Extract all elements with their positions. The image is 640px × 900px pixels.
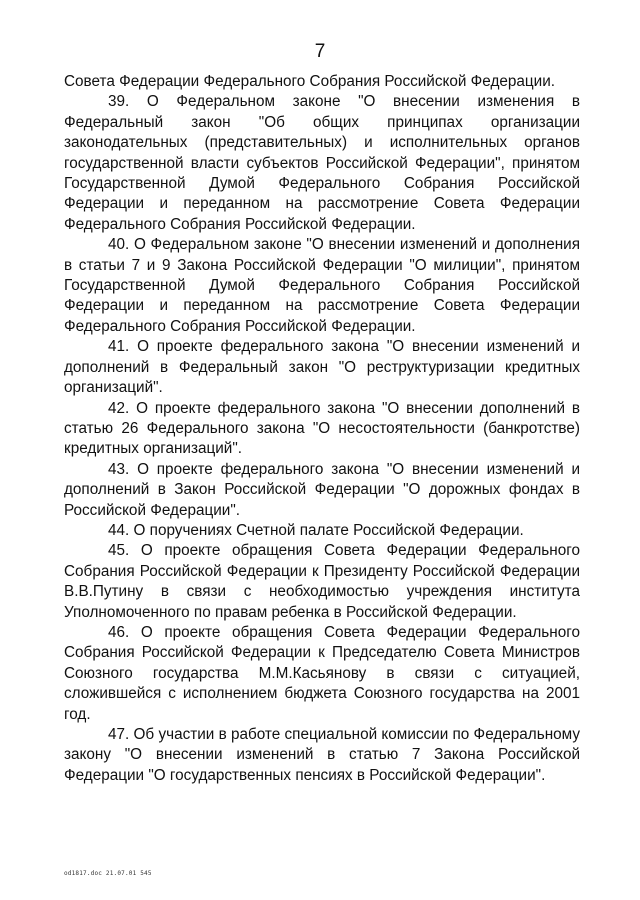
agenda-item-39: 39. О Федеральном законе "О внесении изменения в Федеральный закон "Об общих принципах организации законодательных (представительных) и исполнительных органов государственной власти субъектов Российской Федерации", принятом Государственной Думой Федерального Собрания Российской Федерации и переданном на рассмотрение Совета Федерации Федерального Собрания Российской Федерации.	[64, 93, 580, 233]
agenda-item-46: 46. О проекте обращения Совета Федерации Федерального Собрания Российской Федерации к Председателю Совета Министров Союзного государства М.М.Касьянову в связи с ситуацией, сложившейся с исполнением бюджета Союзного государства на 2001 год.	[64, 623, 580, 723]
agenda-item-41: 41. О проекте федерального закона "О внесении изменений и дополнений в Федеральный закон "О реструктуризации кредитных организаций".	[64, 338, 580, 397]
agenda-item-47: 47. Об участии в работе специальной комиссии по Федеральному закону "О внесении изменений в статью 7 Закона Российской Федерации "О государственных пенсиях в Российской Федерации".	[64, 726, 580, 784]
agenda-item-42: 42. О проекте федерального закона "О внесении дополнений в статью 26 Федерального закона "О несостоятельности (банкротстве) кредитных организаций".	[64, 399, 580, 458]
agenda-item-44: 44. О поручениях Счетной палате Российской Федерации.	[108, 521, 524, 539]
agenda-list	[64, 72, 580, 786]
page-number: 7	[314, 41, 326, 62]
agenda-item-40: 40. О Федеральном законе "О внесении изменений и дополнения в статьи 7 и 9 Закона Российской Федерации "О милиции", принятом Государственной Думой Федерального Собрания Российской Федерации и переданном на рассмотрение Совета Федерации Федерального Собрания Российской Федерации.	[64, 236, 580, 335]
agenda-item-43: 43. О проекте федерального закона "О внесении изменений и дополнений в Закон Российской Федерации "О дорожных фондах в Российской Федерации".	[64, 460, 580, 519]
continuation-paragraph: Совета Федерации Федерального Собрания Российской Федерации.	[64, 73, 555, 90]
agenda-item-45: 45. О проекте обращения Совета Федерации Федерального Собрания Российской Федерации к Президенту Российской Федерации В.В.Путину в связи с необходимостью учреждения института Уполномоченного по правам ребенка в Российской Федерации.	[64, 542, 580, 621]
footer-file-stamp: od1817.doc 21.07.01 545	[64, 870, 152, 877]
